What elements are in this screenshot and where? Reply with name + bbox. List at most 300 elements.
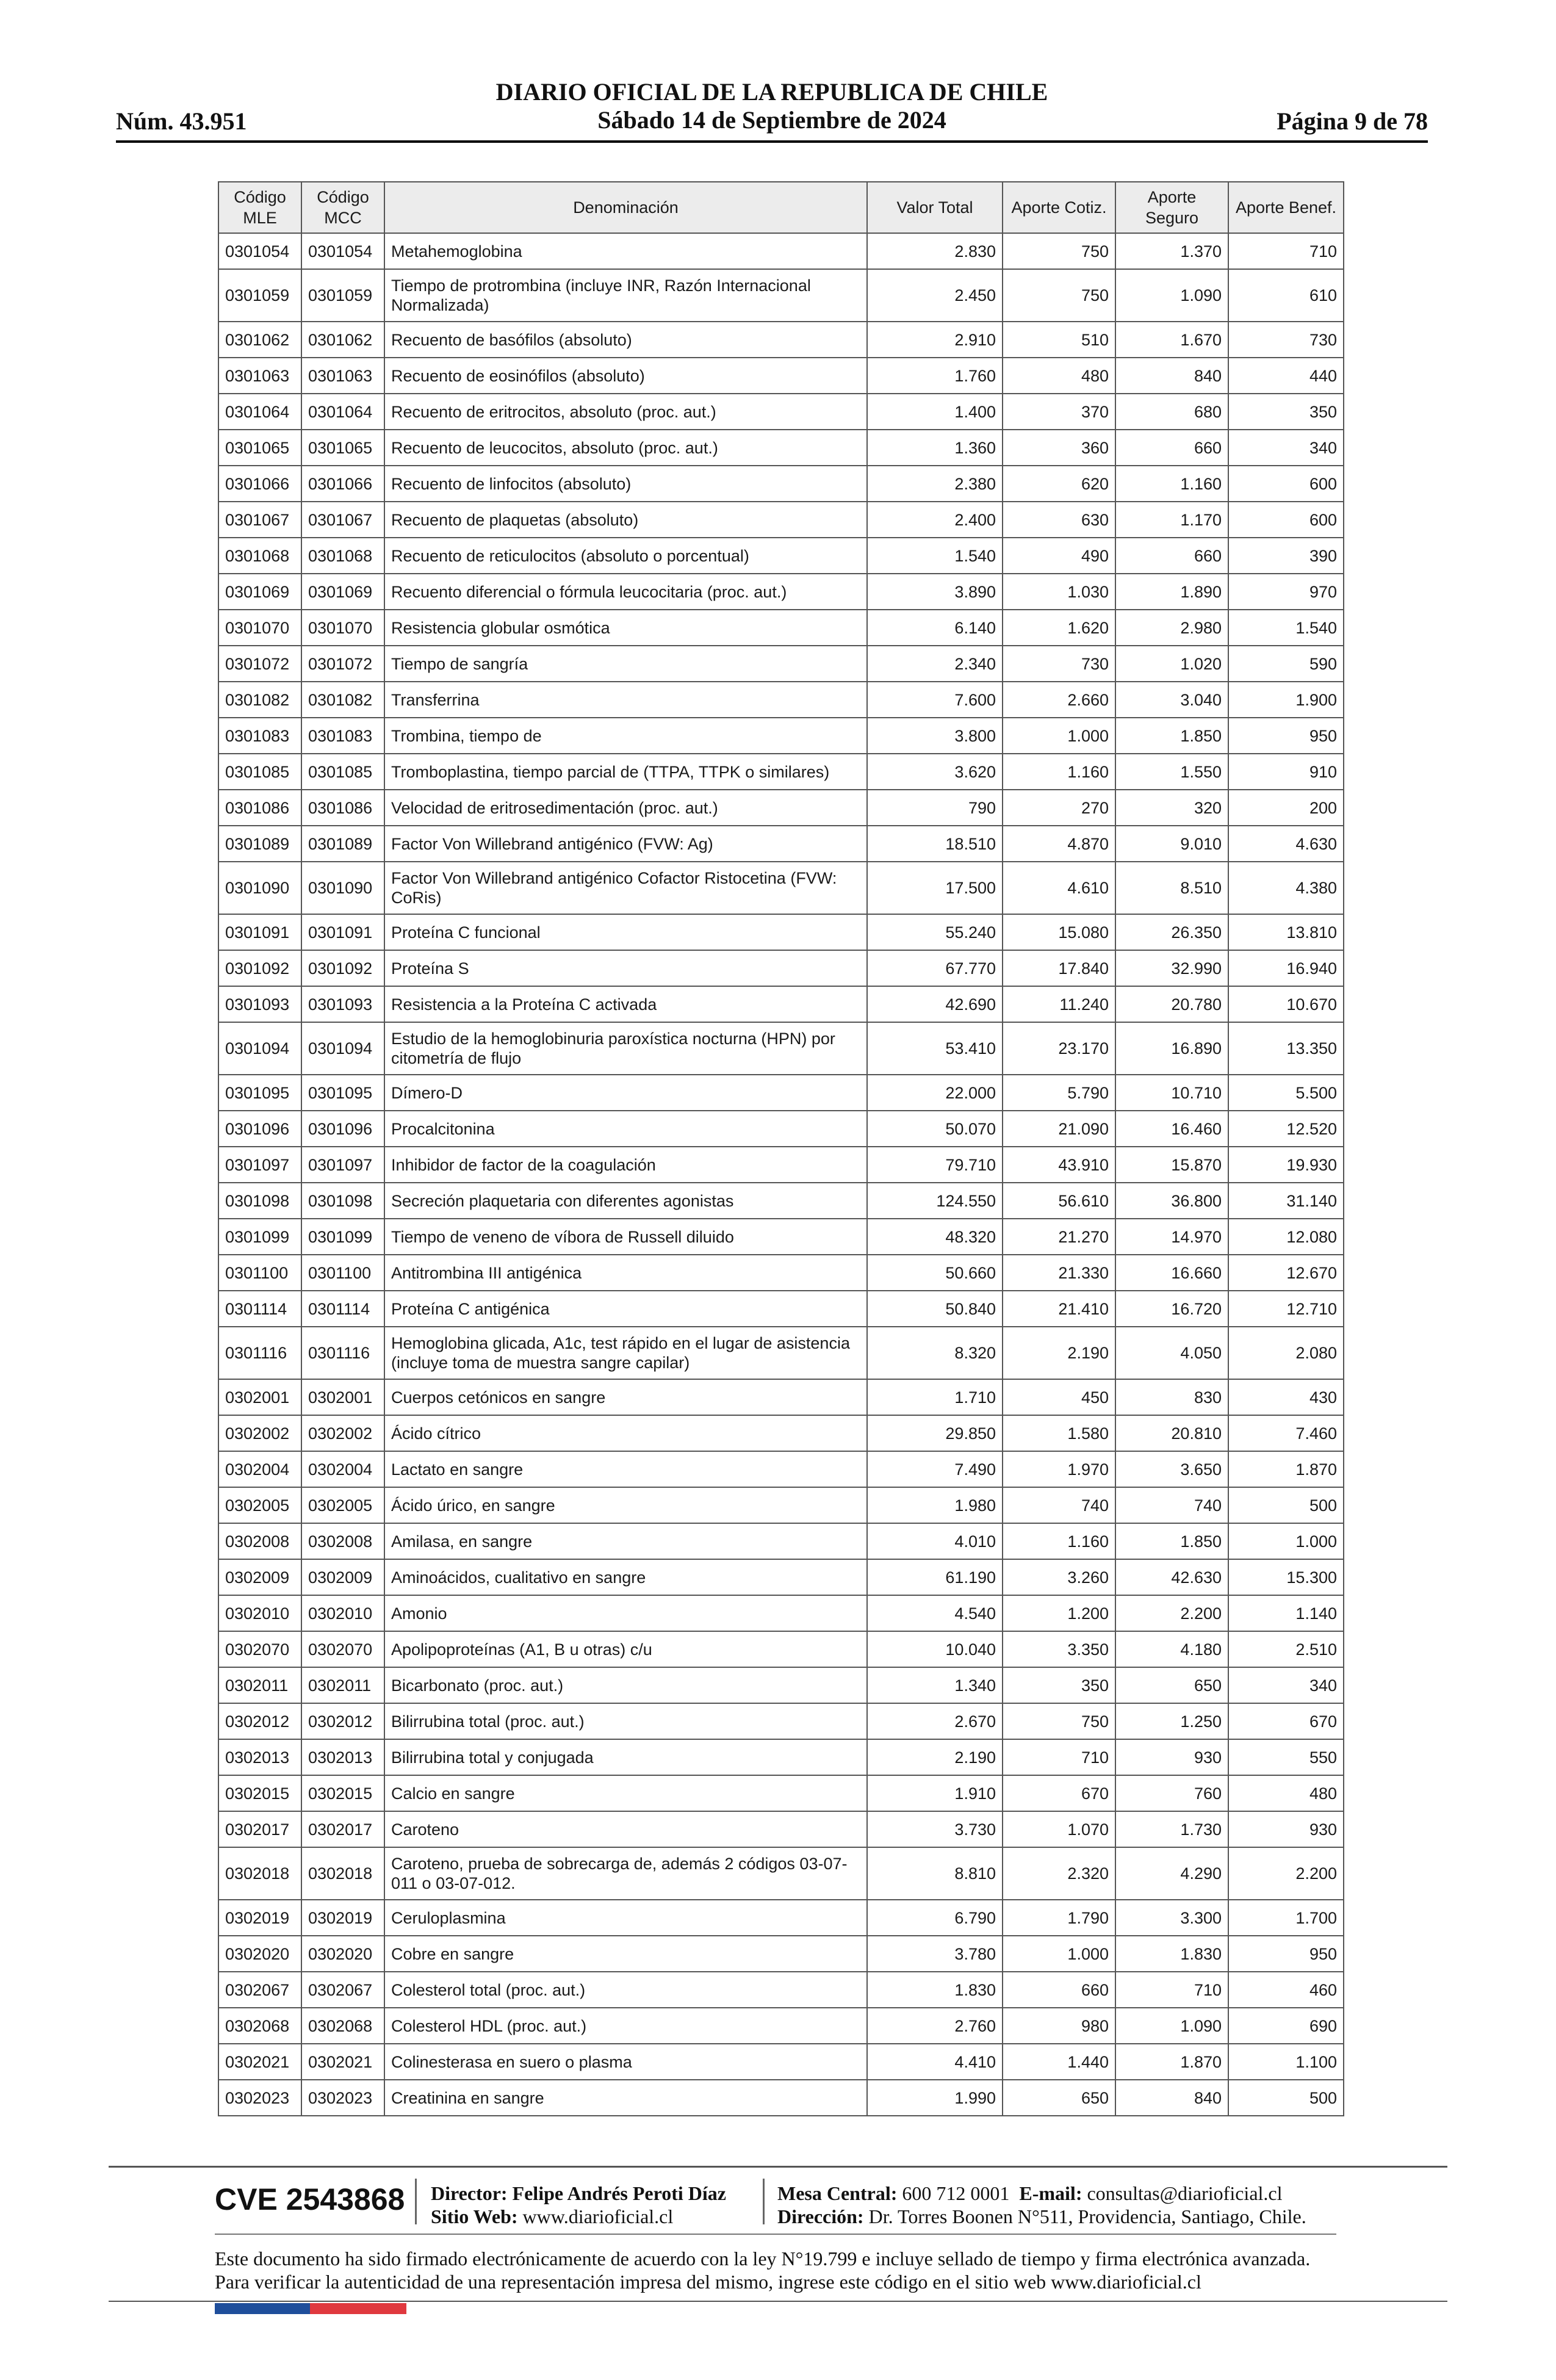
cell-code-mcc: 0301065 [301,430,384,466]
cell-aporte-benef: 670 [1228,1703,1344,1739]
cell-denominacion: Bilirrubina total y conjugada [384,1739,867,1775]
cell-code-mle: 0302020 [218,1936,301,1972]
cell-denominacion: Recuento de eosinófilos (absoluto) [384,358,867,394]
cell-code-mcc: 0302005 [301,1487,384,1523]
cell-code-mle: 0301100 [218,1255,301,1291]
cell-valor-total: 53.410 [867,1022,1003,1075]
cell-code-mcc: 0302068 [301,2008,384,2044]
cell-aporte-benef: 690 [1228,2008,1344,2044]
cell-code-mcc: 0302023 [301,2080,384,2116]
cell-aporte-cotiz: 43.910 [1003,1147,1115,1183]
cell-valor-total: 2.380 [867,466,1003,502]
cell-code-mcc: 0301100 [301,1255,384,1291]
cell-aporte-benef: 5.500 [1228,1075,1344,1111]
col-header-valor-total: Valor Total [867,182,1003,233]
cell-aporte-cotiz: 730 [1003,646,1115,682]
cell-code-mcc: 0302001 [301,1379,384,1415]
email-address[interactable]: consultas@diarioficial.cl [1087,2182,1283,2204]
cell-valor-total: 1.540 [867,538,1003,574]
col-header-aporte-benef: Aporte Benef. [1228,182,1344,233]
cell-aporte-benef: 1.540 [1228,610,1344,646]
cell-code-mcc: 0301054 [301,233,384,269]
table-row [218,1183,1344,1219]
cell-valor-total: 2.400 [867,502,1003,538]
cell-code-mle: 0302017 [218,1811,301,1847]
table-row [218,718,1344,754]
cell-aporte-seguro: 680 [1115,394,1228,430]
cell-valor-total: 22.000 [867,1075,1003,1111]
cell-denominacion: Bilirrubina total (proc. aut.) [384,1703,867,1739]
cell-valor-total: 2.190 [867,1739,1003,1775]
cell-valor-total: 790 [867,790,1003,826]
cell-aporte-seguro: 1.160 [1115,466,1228,502]
cell-aporte-benef: 430 [1228,1379,1344,1415]
cell-denominacion: Procalcitonina [384,1111,867,1147]
cell-code-mle: 0302004 [218,1451,301,1487]
cell-code-mcc: 0301070 [301,610,384,646]
cell-denominacion: Recuento de linfocitos (absoluto) [384,466,867,502]
cell-code-mle: 0301062 [218,322,301,358]
cell-aporte-seguro: 3.650 [1115,1451,1228,1487]
col-header-aporte-seguro: Aporte Seguro [1115,182,1228,233]
cell-aporte-cotiz: 1.790 [1003,1900,1115,1936]
cell-aporte-seguro: 26.350 [1115,914,1228,950]
cell-aporte-seguro: 20.780 [1115,986,1228,1022]
cell-code-mle: 0301096 [218,1111,301,1147]
cell-code-mle: 0301064 [218,394,301,430]
cell-valor-total: 18.510 [867,826,1003,862]
cell-aporte-cotiz: 750 [1003,269,1115,322]
cell-aporte-seguro: 9.010 [1115,826,1228,862]
cell-denominacion: Dímero-D [384,1075,867,1111]
cell-aporte-cotiz: 56.610 [1003,1183,1115,1219]
cell-aporte-benef: 600 [1228,466,1344,502]
cell-code-mcc: 0302002 [301,1415,384,1451]
cell-valor-total: 48.320 [867,1219,1003,1255]
cell-aporte-benef: 500 [1228,2080,1344,2116]
cell-aporte-benef: 730 [1228,322,1344,358]
cell-aporte-seguro: 4.180 [1115,1631,1228,1667]
cell-denominacion: Aminoácidos, cualitativo en sangre [384,1559,867,1595]
site-url[interactable]: www.diarioficial.cl [522,2205,674,2227]
cell-valor-total: 2.450 [867,269,1003,322]
cell-aporte-benef: 600 [1228,502,1344,538]
cell-denominacion: Amonio [384,1595,867,1631]
cell-aporte-seguro: 16.890 [1115,1022,1228,1075]
table-row [218,2044,1344,2080]
cell-code-mle: 0301089 [218,826,301,862]
cell-aporte-cotiz: 3.350 [1003,1631,1115,1667]
cell-aporte-cotiz: 21.270 [1003,1219,1115,1255]
table-row [218,2008,1344,2044]
table-row [218,1219,1344,1255]
cell-aporte-cotiz: 1.070 [1003,1811,1115,1847]
cell-valor-total: 8.810 [867,1847,1003,1900]
cell-valor-total: 50.840 [867,1291,1003,1327]
footer-separator [763,2179,765,2224]
cell-aporte-cotiz: 510 [1003,322,1115,358]
cell-code-mcc: 0301063 [301,358,384,394]
cell-aporte-benef: 550 [1228,1739,1344,1775]
cell-aporte-seguro: 1.090 [1115,2008,1228,2044]
cell-valor-total: 3.730 [867,1811,1003,1847]
cell-aporte-benef: 340 [1228,1667,1344,1703]
cell-aporte-benef: 710 [1228,233,1344,269]
cell-code-mcc: 0301072 [301,646,384,682]
cell-denominacion: Ácido úrico, en sangre [384,1487,867,1523]
cell-code-mcc: 0301090 [301,862,384,914]
table-row [218,1379,1344,1415]
cell-code-mle: 0302010 [218,1595,301,1631]
col-header-mle: Código MLE [218,182,301,233]
flag-bar-blue [215,2303,310,2314]
cell-aporte-seguro: 650 [1115,1667,1228,1703]
cell-code-mle: 0302021 [218,2044,301,2080]
cell-code-mcc: 0301116 [301,1327,384,1379]
cell-aporte-seguro: 740 [1115,1487,1228,1523]
cell-valor-total: 3.780 [867,1936,1003,1972]
cell-aporte-seguro: 1.890 [1115,574,1228,610]
cell-code-mle: 0301116 [218,1327,301,1379]
cell-aporte-seguro: 930 [1115,1739,1228,1775]
email-label: E-mail: [1019,2182,1082,2204]
cell-aporte-cotiz: 21.090 [1003,1111,1115,1147]
cell-aporte-benef: 2.080 [1228,1327,1344,1379]
col-header-mcc: Código MCC [301,182,384,233]
cell-aporte-seguro: 10.710 [1115,1075,1228,1111]
table-row [218,1936,1344,1972]
cell-code-mle: 0301092 [218,950,301,986]
cell-valor-total: 1.830 [867,1972,1003,2008]
footer-divider [215,2234,1336,2235]
cell-aporte-seguro: 660 [1115,538,1228,574]
table-row [218,1075,1344,1111]
cell-aporte-cotiz: 1.160 [1003,1523,1115,1559]
cell-aporte-cotiz: 740 [1003,1487,1115,1523]
cell-aporte-cotiz: 670 [1003,1775,1115,1811]
table-row [218,269,1344,322]
table-row [218,682,1344,718]
cell-code-mcc: 0301068 [301,538,384,574]
cell-code-mle: 0302015 [218,1775,301,1811]
cell-code-mle: 0302011 [218,1667,301,1703]
cell-code-mle: 0301091 [218,914,301,950]
table-row [218,1523,1344,1559]
table-row [218,950,1344,986]
cell-aporte-benef: 610 [1228,269,1344,322]
cell-denominacion: Recuento de plaquetas (absoluto) [384,502,867,538]
cell-aporte-seguro: 4.050 [1115,1327,1228,1379]
cell-aporte-benef: 12.520 [1228,1111,1344,1147]
cell-denominacion: Resistencia globular osmótica [384,610,867,646]
cell-denominacion: Estudio de la hemoglobinuria paroxística nocturna (HPN) por citometría de flujo [384,1022,867,1075]
table-row [218,1595,1344,1631]
cell-code-mcc: 0302070 [301,1631,384,1667]
table-row [218,430,1344,466]
cell-aporte-seguro: 2.980 [1115,610,1228,646]
cell-aporte-cotiz: 17.840 [1003,950,1115,986]
cell-aporte-cotiz: 15.080 [1003,914,1115,950]
cell-valor-total: 4.410 [867,2044,1003,2080]
cell-code-mle: 0301059 [218,269,301,322]
cell-valor-total: 1.990 [867,2080,1003,2116]
cell-valor-total: 10.040 [867,1631,1003,1667]
cell-code-mcc: 0302020 [301,1936,384,1972]
cell-code-mle: 0301072 [218,646,301,682]
cell-aporte-seguro: 1.830 [1115,1936,1228,1972]
cell-code-mle: 0302023 [218,2080,301,2116]
cell-valor-total: 6.140 [867,610,1003,646]
cell-denominacion: Inhibidor de factor de la coagulación [384,1147,867,1183]
cell-aporte-seguro: 710 [1115,1972,1228,2008]
cell-denominacion: Proteína S [384,950,867,986]
cell-aporte-seguro: 1.170 [1115,502,1228,538]
cell-aporte-seguro: 42.630 [1115,1559,1228,1595]
cell-aporte-benef: 590 [1228,646,1344,682]
cell-aporte-seguro: 1.370 [1115,233,1228,269]
table-row [218,233,1344,269]
cell-aporte-seguro: 830 [1115,1379,1228,1415]
cell-valor-total: 1.760 [867,358,1003,394]
cell-aporte-seguro: 1.670 [1115,322,1228,358]
cell-aporte-seguro: 1.850 [1115,718,1228,754]
cell-code-mle: 0301069 [218,574,301,610]
cell-valor-total: 4.010 [867,1523,1003,1559]
cell-aporte-cotiz: 2.190 [1003,1327,1115,1379]
cell-code-mle: 0301086 [218,790,301,826]
cell-code-mcc: 0301096 [301,1111,384,1147]
masthead [116,78,1428,134]
cell-denominacion: Recuento de eritrocitos, absoluto (proc. aut.) [384,394,867,430]
cell-aporte-seguro: 16.720 [1115,1291,1228,1327]
tariff-table [218,181,1344,2116]
table-row [218,646,1344,682]
cell-denominacion: Proteína C antigénica [384,1291,867,1327]
cell-aporte-seguro: 8.510 [1115,862,1228,914]
cell-code-mle: 0302070 [218,1631,301,1667]
issue-number: Núm. 43.951 [116,107,247,135]
cell-aporte-cotiz: 1.000 [1003,1936,1115,1972]
cell-aporte-cotiz: 650 [1003,2080,1115,2116]
table-row [218,1739,1344,1775]
cell-denominacion: Factor Von Willebrand antigénico Cofactor Ristocetina (FVW: CoRis) [384,862,867,914]
cell-aporte-seguro: 1.090 [1115,269,1228,322]
cell-aporte-benef: 480 [1228,1775,1344,1811]
cell-valor-total: 1.980 [867,1487,1003,1523]
cell-denominacion: Antitrombina III antigénica [384,1255,867,1291]
cell-aporte-seguro: 3.300 [1115,1900,1228,1936]
table-row [218,394,1344,430]
cell-code-mcc: 0302021 [301,2044,384,2080]
cell-code-mcc: 0301066 [301,466,384,502]
cell-aporte-cotiz: 4.610 [1003,862,1115,914]
cell-code-mcc: 0301114 [301,1291,384,1327]
cell-denominacion: Transferrina [384,682,867,718]
footer-divider [109,2301,1447,2302]
cell-denominacion: Recuento de reticulocitos (absoluto o porcentual) [384,538,867,574]
cell-aporte-cotiz: 1.160 [1003,754,1115,790]
cell-code-mcc: 0301089 [301,826,384,862]
cell-aporte-cotiz: 980 [1003,2008,1115,2044]
cell-aporte-cotiz: 1.440 [1003,2044,1115,2080]
page-header [116,73,1428,143]
cell-denominacion: Recuento de basófilos (absoluto) [384,322,867,358]
cell-denominacion: Recuento de leucocitos, absoluto (proc. aut.) [384,430,867,466]
cell-denominacion: Creatinina en sangre [384,2080,867,2116]
cell-denominacion: Apolipoproteínas (A1, B u otras) c/u [384,1631,867,1667]
cell-aporte-seguro: 660 [1115,430,1228,466]
cell-code-mcc: 0301098 [301,1183,384,1219]
cell-aporte-seguro: 16.660 [1115,1255,1228,1291]
table-row [218,1972,1344,2008]
cell-aporte-cotiz: 1.030 [1003,574,1115,610]
table-row [218,1255,1344,1291]
cell-denominacion: Cuerpos cetónicos en sangre [384,1379,867,1415]
cell-aporte-benef: 1.700 [1228,1900,1344,1936]
table-row [218,2080,1344,2116]
cell-code-mle: 0301054 [218,233,301,269]
cell-code-mle: 0301094 [218,1022,301,1075]
cell-aporte-cotiz: 620 [1003,466,1115,502]
director-label: Director: [431,2182,508,2204]
table-row [218,1631,1344,1667]
cell-aporte-benef: 1.100 [1228,2044,1344,2080]
cell-code-mle: 0301068 [218,538,301,574]
cell-aporte-cotiz: 360 [1003,430,1115,466]
col-header-denominacion: Denominación [384,182,867,233]
cell-aporte-seguro: 20.810 [1115,1415,1228,1451]
cell-denominacion: Caroteno [384,1811,867,1847]
cell-valor-total: 50.660 [867,1255,1003,1291]
table-row [218,322,1344,358]
cell-aporte-cotiz: 750 [1003,233,1115,269]
cell-aporte-cotiz: 21.410 [1003,1291,1115,1327]
table-body [218,233,1344,2116]
table-row [218,1900,1344,1936]
table-row [218,358,1344,394]
cell-code-mcc: 0301092 [301,950,384,986]
cell-aporte-benef: 970 [1228,574,1344,610]
cell-aporte-seguro: 15.870 [1115,1147,1228,1183]
issue-date: Sábado 14 de Septiembre de 2024 [597,106,946,134]
cell-code-mle: 0301093 [218,986,301,1022]
mesa-phone: 600 712 0001 [902,2182,1010,2204]
cell-valor-total: 61.190 [867,1559,1003,1595]
cell-aporte-seguro: 14.970 [1115,1219,1228,1255]
table-row [218,1022,1344,1075]
cell-valor-total: 3.890 [867,574,1003,610]
cell-code-mcc: 0301086 [301,790,384,826]
cell-valor-total: 1.910 [867,1775,1003,1811]
cell-aporte-cotiz: 11.240 [1003,986,1115,1022]
cell-code-mcc: 0302004 [301,1451,384,1487]
cell-valor-total: 50.070 [867,1111,1003,1147]
cell-valor-total: 1.400 [867,394,1003,430]
cell-valor-total: 1.340 [867,1667,1003,1703]
cell-aporte-cotiz: 480 [1003,358,1115,394]
cell-code-mle: 0301090 [218,862,301,914]
cell-aporte-cotiz: 1.580 [1003,1415,1115,1451]
cell-denominacion: Lactato en sangre [384,1451,867,1487]
cell-code-mle: 0301095 [218,1075,301,1111]
cell-valor-total: 7.490 [867,1451,1003,1487]
cell-denominacion: Proteína C funcional [384,914,867,950]
table-row [218,466,1344,502]
address-label: Dirección: [777,2205,864,2227]
table-row [218,574,1344,610]
table-header-row [218,182,1344,233]
cell-aporte-benef: 7.460 [1228,1415,1344,1451]
cell-aporte-cotiz: 2.660 [1003,682,1115,718]
cell-code-mcc: 0301059 [301,269,384,322]
cell-code-mle: 0301066 [218,466,301,502]
footer-divider [109,2166,1447,2168]
cell-code-mcc: 0301062 [301,322,384,358]
cell-denominacion: Ceruloplasmina [384,1900,867,1936]
cell-valor-total: 17.500 [867,862,1003,914]
cell-valor-total: 1.710 [867,1379,1003,1415]
cell-code-mcc: 0301082 [301,682,384,718]
cell-code-mcc: 0301099 [301,1219,384,1255]
cell-aporte-benef: 19.930 [1228,1147,1344,1183]
cell-code-mcc: 0302019 [301,1900,384,1936]
cell-denominacion: Calcio en sangre [384,1775,867,1811]
cell-aporte-seguro: 2.200 [1115,1595,1228,1631]
cell-code-mle: 0302008 [218,1523,301,1559]
cell-code-mcc: 0302012 [301,1703,384,1739]
cell-aporte-seguro: 32.990 [1115,950,1228,986]
cell-code-mcc: 0302015 [301,1775,384,1811]
cell-aporte-seguro: 1.020 [1115,646,1228,682]
cell-aporte-cotiz: 23.170 [1003,1022,1115,1075]
cell-aporte-benef: 15.300 [1228,1559,1344,1595]
table-row [218,1703,1344,1739]
cell-aporte-seguro: 3.040 [1115,682,1228,718]
cell-valor-total: 2.760 [867,2008,1003,2044]
cell-code-mle: 0302005 [218,1487,301,1523]
cell-code-mle: 0301097 [218,1147,301,1183]
cell-code-mcc: 0301069 [301,574,384,610]
cell-code-mle: 0301070 [218,610,301,646]
cell-valor-total: 2.340 [867,646,1003,682]
cell-aporte-seguro: 16.460 [1115,1111,1228,1147]
footer-separator [415,2179,417,2224]
cell-aporte-seguro: 4.290 [1115,1847,1228,1900]
cell-valor-total: 29.850 [867,1415,1003,1451]
cell-aporte-benef: 10.670 [1228,986,1344,1022]
cell-aporte-cotiz: 2.320 [1003,1847,1115,1900]
table-row [218,1111,1344,1147]
cell-aporte-benef: 13.810 [1228,914,1344,950]
cell-aporte-benef: 12.710 [1228,1291,1344,1327]
cell-aporte-benef: 930 [1228,1811,1344,1847]
cell-aporte-benef: 910 [1228,754,1344,790]
cell-aporte-cotiz: 1.970 [1003,1451,1115,1487]
cell-denominacion: Velocidad de eritrosedimentación (proc. aut.) [384,790,867,826]
cell-valor-total: 55.240 [867,914,1003,950]
cell-aporte-seguro: 1.250 [1115,1703,1228,1739]
cell-aporte-seguro: 840 [1115,2080,1228,2116]
site-label: Sitio Web: [431,2205,518,2227]
cell-code-mcc: 0302010 [301,1595,384,1631]
cell-code-mle: 0301085 [218,754,301,790]
cell-aporte-benef: 2.200 [1228,1847,1344,1900]
cell-denominacion: Metahemoglobina [384,233,867,269]
cell-valor-total: 67.770 [867,950,1003,986]
cell-aporte-cotiz: 3.260 [1003,1559,1115,1595]
table-row [218,790,1344,826]
cell-code-mcc: 0301093 [301,986,384,1022]
